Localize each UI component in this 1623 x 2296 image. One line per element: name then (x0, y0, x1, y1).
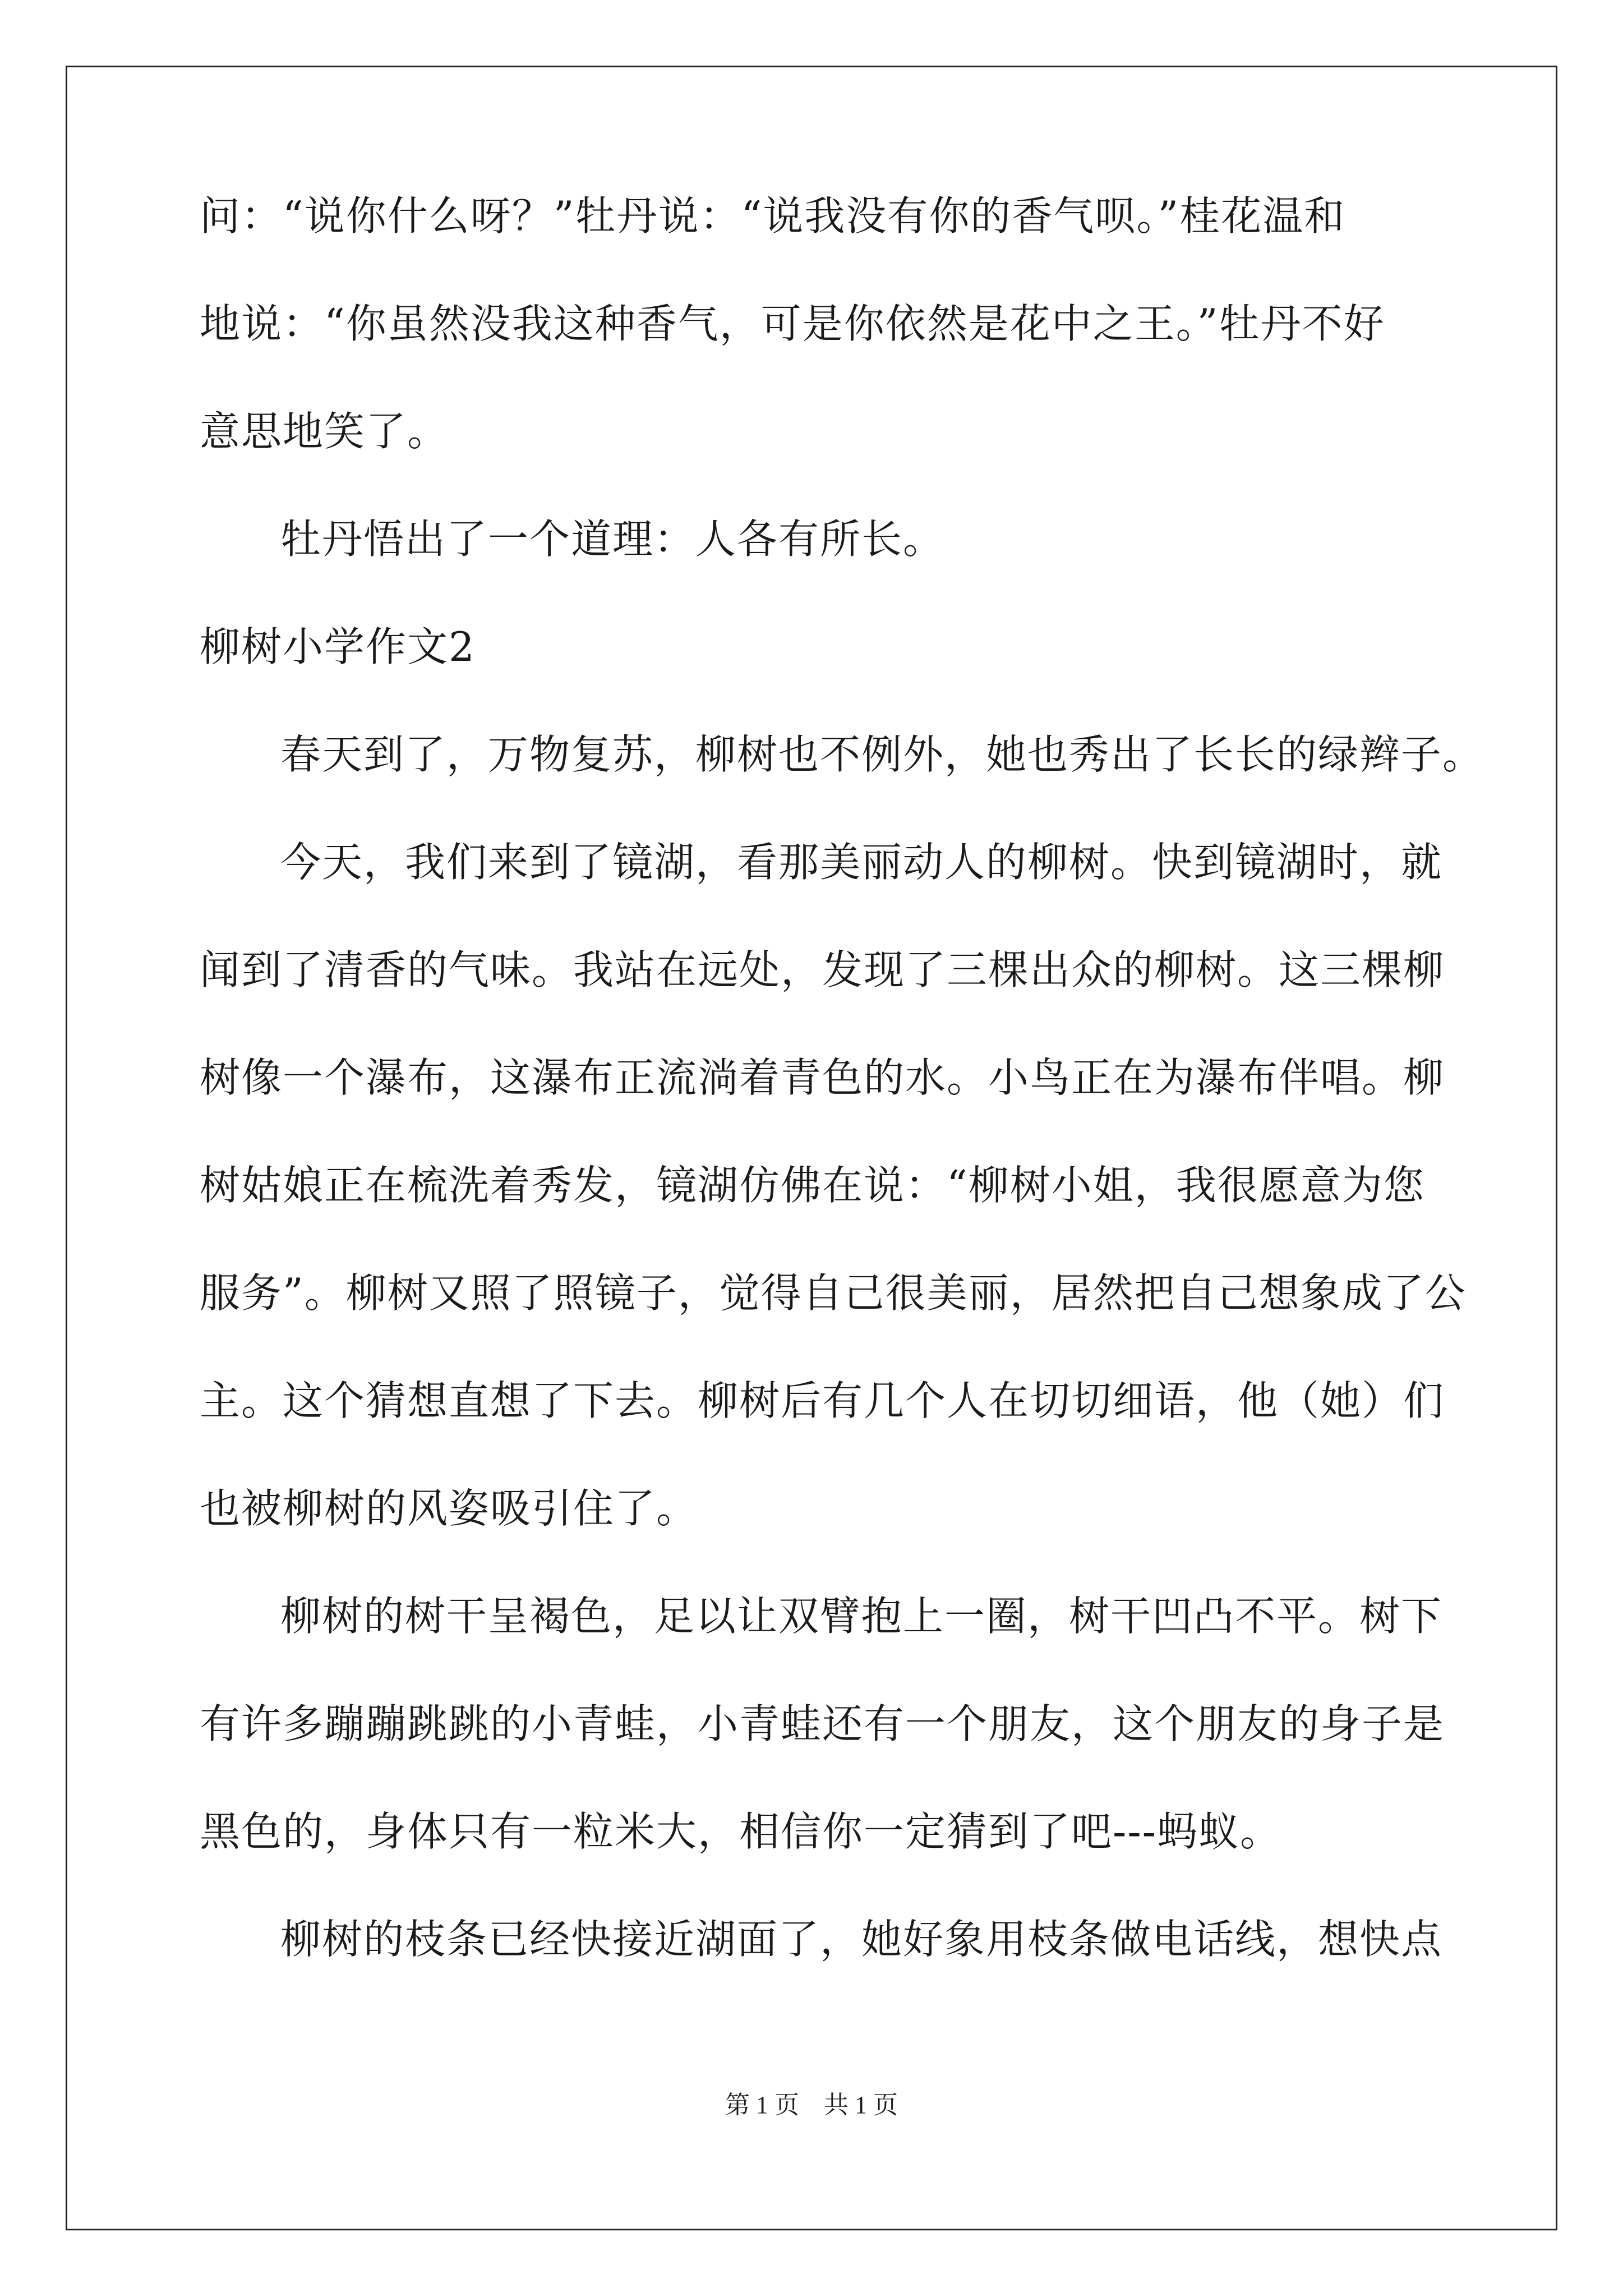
text-line: 树姑娘正在梳洗着秀发，镜湖仿佛在说：“柳树小姐，我很愿意为您 (200, 1162, 1425, 1209)
text-line: 春天到了，万物复苏，柳树也不例外，她也秀出了长长的绿辫子。 (280, 731, 1484, 778)
text-line: 树像一个瀑布，这瀑布正流淌着青色的水。小鸟正在为瀑布伴唱。柳 (200, 1054, 1445, 1101)
text-line: 牡丹悟出了一个道理：人各有所长。 (280, 516, 945, 563)
page-footer: 第 1 页 共 1 页 (725, 2091, 898, 2119)
section-title: 柳树小学作文2 (200, 623, 476, 670)
text-line: 服务”。柳树又照了照镜子，觉得自己很美丽，居然把自己想象成了公 (200, 1269, 1467, 1317)
text-line: 柳树的枝条已经快接近湖面了，她好象用枝条做电话线，想快点 (280, 1916, 1443, 1963)
text-line: 也被柳树的风姿吸引住了。 (200, 1485, 698, 1532)
text-line: 黑色的，身体只有一粒米大，相信你一定猜到了吧---蚂蚁。 (200, 1808, 1281, 1855)
text-line: 意思地笑了。 (200, 408, 449, 455)
text-line: 闻到了清香的气味。我站在远处，发现了三棵出众的柳树。这三棵柳 (200, 946, 1445, 993)
text-line: 地说：“你虽然没我这种香气，可是你依然是花中之王。”牡丹不好 (200, 300, 1385, 347)
text-line: 今天，我们来到了镜湖，看那美丽动人的柳树。快到镜湖时，就 (280, 839, 1443, 886)
page-border (66, 66, 1557, 2230)
text-line: 有许多蹦蹦跳跳的小青蛙，小青蛙还有一个朋友，这个朋友的身子是 (200, 1700, 1445, 1747)
text-line: 柳树的树干呈褐色，足以让双臂抱上一圈，树干凹凸不平。树下 (280, 1593, 1443, 1640)
text-line: 主。这个猜想直想了下去。柳树后有几个人在切切细语，他（她）们 (200, 1377, 1445, 1424)
text-line: 问：“说你什么呀？”牡丹说：“说我没有你的香气呗。”桂花温和 (200, 192, 1346, 240)
